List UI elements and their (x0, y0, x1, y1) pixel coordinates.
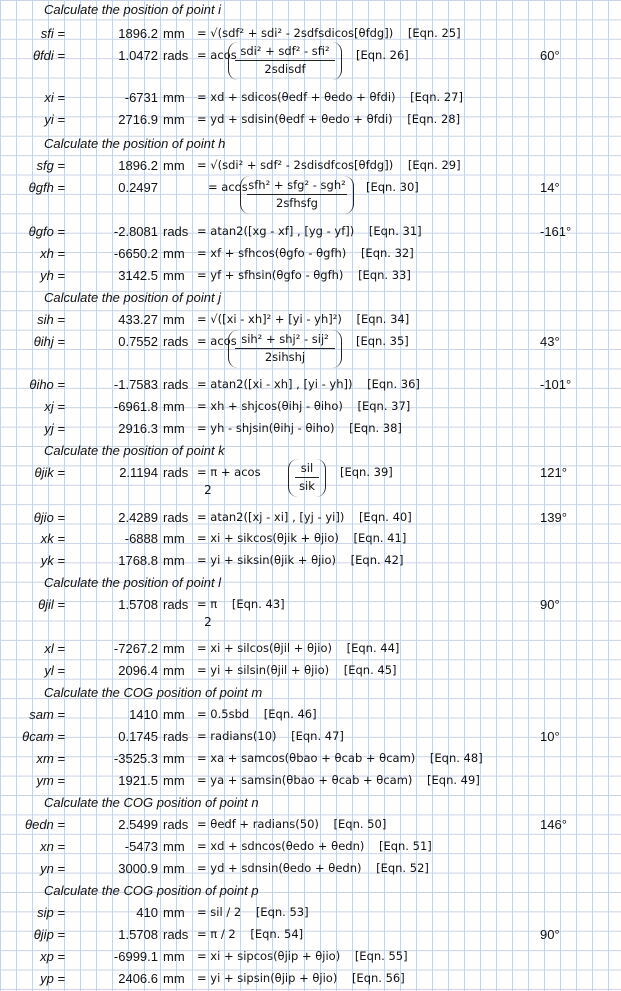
formula: = xd + sdncos(θedo + θedn) [Eqn. 51] (197, 839, 432, 853)
formula: = xd + sdicos(θedf + θedo + θfdi) [Eqn. 27] (197, 90, 463, 104)
section-heading-h: Calculate the position of point h (44, 136, 226, 151)
pi-half (200, 483, 216, 497)
degrees: 60° (540, 48, 560, 63)
value: -6888 (124, 531, 158, 546)
value: 433.27 (118, 312, 158, 327)
label: sfi = (40, 26, 65, 41)
formula: = π + acos (197, 465, 261, 479)
formula: = yf + sfhsin(θgfo - θgfh) [Eqn. 33] (197, 268, 411, 282)
label: yi = (44, 112, 65, 127)
formula: = yh - shjsin(θihj - θiho) [Eqn. 38] (197, 421, 402, 435)
label: xp = (40, 949, 65, 964)
numerator: sdi² + sdf² - sfi² (240, 44, 330, 58)
label: θgfh = (28, 180, 65, 195)
unit: mm (163, 158, 185, 173)
label: θgfo = (28, 224, 65, 239)
label: θihj = (33, 334, 65, 349)
unit: mm (163, 90, 185, 105)
value: 1896.2 (118, 158, 158, 173)
label: θedn = (25, 817, 65, 832)
unit: rads (163, 334, 189, 349)
formula: = 0.5sbd [Eqn. 46] (197, 707, 317, 721)
formula: = sil / 2 [Eqn. 53] (197, 905, 309, 919)
unit: rads (163, 224, 189, 239)
value: -6650.2 (113, 246, 158, 261)
value: 2916.3 (118, 421, 158, 436)
value: 0.1745 (118, 729, 158, 744)
degrees: 14° (540, 180, 560, 195)
value: -6961.8 (113, 399, 158, 414)
degrees: 146° (540, 817, 567, 832)
section-heading-m: Calculate the COG position of point m (44, 685, 263, 700)
value: 1768.8 (118, 553, 158, 568)
value: 2.1194 (119, 465, 158, 480)
unit: rads (163, 817, 189, 832)
unit: mm (163, 553, 185, 568)
value: 1410 (129, 707, 158, 722)
formula: = acos (208, 180, 248, 194)
formula: = θedf + radians(50) [Eqn. 50] (197, 817, 387, 831)
formula: = atan2([xi - xh] , [yi - yh]) [Eqn. 36] (197, 377, 420, 391)
label: θjio = (33, 510, 65, 525)
label: θiho = (29, 377, 65, 392)
label: sip = (37, 905, 65, 920)
section-heading-l: Calculate the position of point l (44, 575, 222, 590)
unit: rads (163, 48, 189, 63)
label: yj = (44, 421, 65, 436)
unit: mm (163, 641, 185, 656)
fraction (228, 42, 342, 80)
label: sfg = (36, 158, 65, 173)
unit: mm (163, 531, 185, 546)
section-heading-p: Calculate the COG position of point p (44, 883, 259, 898)
pi-half (200, 615, 216, 629)
formula: = atan2([xg - xf] , [yg - yf]) [Eqn. 31] (197, 224, 422, 238)
unit: rads (163, 510, 189, 525)
value: -5473 (124, 839, 158, 854)
label: xh = (40, 246, 65, 261)
unit: mm (163, 861, 185, 876)
value: -2.8081 (113, 224, 158, 239)
value: 2.5499 (118, 817, 158, 832)
eqn-ref: [Eqn. 26] (356, 48, 409, 62)
value: 1921.5 (118, 773, 158, 788)
label: yk = (40, 553, 65, 568)
label: yn = (40, 861, 65, 876)
formula: = xf + sfhcos(θgfo - θgfh) [Eqn. 32] (197, 246, 414, 260)
value: 3142.5 (118, 268, 158, 283)
formula: = yi + silsin(θjil + θjio) [Eqn. 45] (197, 663, 397, 677)
formula: = xa + samcos(θbao + θcab + θcam) [Eqn. 48] (197, 751, 483, 765)
eqn-ref: [Eqn. 35] (356, 334, 409, 348)
formula: = √(sdi² + sdf² - 2sdisdfcos[θfdg]) [Eqn. 29] (197, 158, 461, 172)
pi-num: 2 (204, 483, 212, 497)
unit: rads (163, 729, 189, 744)
formula: = yi + sipsin(θjip + θjio) [Eqn. 56] (197, 971, 405, 985)
denominator: 2sihshj (264, 350, 306, 364)
value: 0.7552 (118, 334, 158, 349)
label: θfdi = (33, 48, 65, 63)
section-heading-j: Calculate the position of point j (44, 290, 222, 305)
value: -1.7583 (113, 377, 158, 392)
label: xi = (44, 90, 65, 105)
pi-den: 2 (204, 615, 212, 629)
formula: = xi + sipcos(θjip + θjio) [Eqn. 55] (197, 949, 408, 963)
formula: = ya + samsin(θbao + θcab + θcam) [Eqn. 49] (197, 773, 480, 787)
label: xl = (44, 641, 65, 656)
degrees: 90° (540, 597, 560, 612)
denominator: sik (299, 479, 315, 493)
label: θjip = (33, 927, 65, 942)
value: 1.5708 (118, 927, 158, 942)
formula: = radians(10) [Eqn. 47] (197, 729, 344, 743)
section-heading-k: Calculate the position of point k (44, 443, 225, 458)
formula: = √(sdf² + sdi² - 2sdfsdicos[θfdg]) [Eqn. 25] (197, 26, 461, 40)
unit: mm (163, 312, 185, 327)
eqn-ref: [Eqn. 39] (340, 465, 393, 479)
label: xk = (40, 531, 65, 546)
label: xm = (36, 751, 65, 766)
value: 2716.9 (118, 112, 158, 127)
section-heading-n: Calculate the COG position of point n (44, 795, 259, 810)
formula: = acos (197, 48, 237, 62)
label: xn = (40, 839, 65, 854)
value: -6731 (124, 90, 158, 105)
unit: mm (163, 399, 185, 414)
unit: mm (163, 246, 185, 261)
unit: mm (163, 971, 185, 986)
value: 2406.6 (118, 971, 158, 986)
value: 1.5708 (118, 597, 158, 612)
unit: mm (163, 26, 185, 41)
degrees: -101° (540, 377, 572, 392)
formula: = √([xi - xh]² + [yi - yh]²) [Eqn. 34] (197, 312, 410, 326)
label: sam = (29, 707, 65, 722)
label: ym = (36, 773, 65, 788)
value: 410 (136, 905, 158, 920)
value: 0.2497 (118, 180, 158, 195)
value: 2.4289 (118, 510, 158, 525)
label: yl = (44, 663, 65, 678)
unit: mm (163, 905, 185, 920)
degrees: 139° (540, 510, 567, 525)
degrees: 10° (540, 729, 560, 744)
unit: mm (163, 112, 185, 127)
formula: = xh + shjcos(θihj - θiho) [Eqn. 37] (197, 399, 411, 413)
denominator: 2sfhsfg (276, 196, 318, 210)
fraction (240, 176, 354, 214)
degrees: 43° (540, 334, 560, 349)
value: 1896.2 (118, 26, 158, 41)
formula: = xi + sikcos(θjik + θjio) [Eqn. 41] (197, 531, 407, 545)
formula: = xi + silcos(θjil + θjio) [Eqn. 44] (197, 641, 400, 655)
label: yp = (40, 971, 65, 986)
label: θjil = (38, 597, 65, 612)
numerator: sih² + shj² - sij² (241, 332, 329, 346)
degrees: -161° (540, 224, 572, 239)
formula: = atan2([xj - xi] , [yj - yi]) [Eqn. 40] (197, 510, 412, 524)
unit: mm (163, 773, 185, 788)
value: 3000.9 (118, 861, 158, 876)
value: -7267.2 (113, 641, 158, 656)
unit: mm (163, 268, 185, 283)
unit: rads (163, 465, 189, 480)
unit: mm (163, 949, 185, 964)
value: 2096.4 (118, 663, 158, 678)
unit: mm (163, 707, 185, 722)
unit: mm (163, 839, 185, 854)
numerator: sfh² + sfg² - sgh² (248, 178, 346, 192)
degrees: 121° (540, 465, 567, 480)
numerator: sil (300, 461, 314, 475)
unit: mm (163, 663, 185, 678)
fraction (228, 330, 342, 368)
unit: mm (163, 421, 185, 436)
label: θcam = (22, 729, 65, 744)
eqn-ref: [Eqn. 30] (366, 180, 419, 194)
label: sih = (37, 312, 65, 327)
unit: rads (163, 377, 189, 392)
formula: = π [Eqn. 43] (197, 597, 285, 611)
formula: = yi + siksin(θjik + θjio) [Eqn. 42] (197, 553, 404, 567)
value: 1.0472 (118, 48, 158, 63)
unit: rads (163, 927, 189, 942)
fraction (288, 459, 326, 497)
unit: rads (163, 597, 189, 612)
value: -3525.3 (113, 751, 158, 766)
formula: = yd + sdnsin(θedo + θedn) [Eqn. 52] (197, 861, 429, 875)
value: -6999.1 (113, 949, 158, 964)
denominator: 2sdisdf (264, 62, 306, 76)
formula: = yd + sdisin(θedf + θedo + θfdi) [Eqn. 28] (197, 112, 461, 126)
formula: = π / 2 [Eqn. 54] (197, 927, 304, 941)
formula: = acos (197, 334, 237, 348)
unit: mm (163, 751, 185, 766)
section-heading-i: Calculate the position of point i (44, 2, 222, 17)
label: xj = (44, 399, 65, 414)
label: yh = (40, 268, 65, 283)
label: θjik = (34, 465, 65, 480)
degrees: 90° (540, 927, 560, 942)
